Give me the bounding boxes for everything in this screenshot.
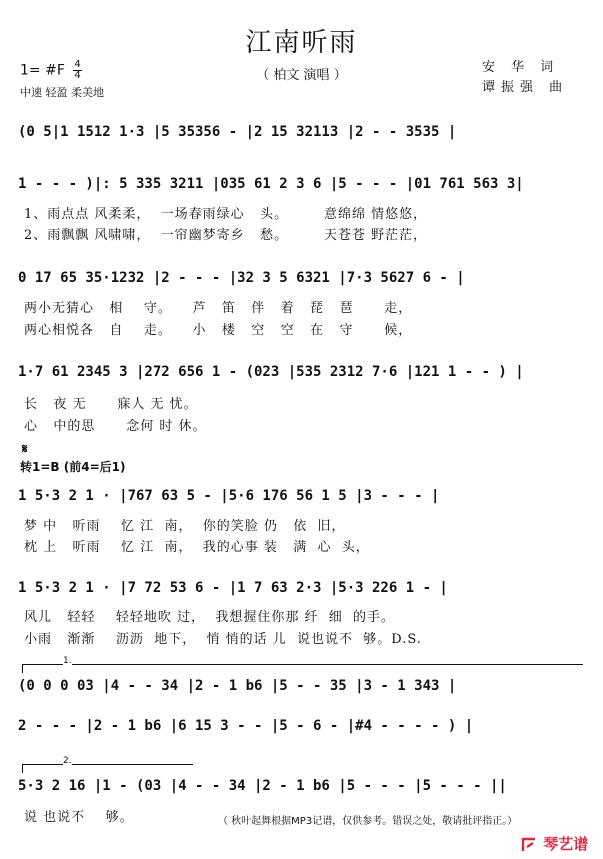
- score-line-6: 1 5·3 2 1 · |7 72 53 6 - |1 7 63 2·3 |5·3 226 1 - |: [18, 580, 448, 596]
- lyric-line-9: 说 也说不 够。: [24, 810, 134, 825]
- time-bottom: 4: [74, 70, 81, 81]
- volta-1-label: 1.: [63, 656, 72, 666]
- lyric-line-4a: 长 夜 无 寐人 无 忧。: [24, 397, 198, 412]
- time-signature: [73, 60, 81, 81]
- lyric-line-3b: 两心相悦各 自 走。 小 楼 空 空 在 守 候，: [24, 323, 413, 338]
- modulation-marking: 转1=B (前4=后1): [20, 460, 126, 474]
- time-top: 4: [74, 59, 81, 70]
- singer-credit: （ 柏文 演唱 ）: [256, 68, 347, 83]
- score-line-3: 0 17 65 35·1232 |2 - - - |32 3 5 6321 |7·3 5627 6 - |: [18, 270, 465, 286]
- lyric-line-6a: 风儿 轻轻 轻轻地吹 过， 我想握住你那 纤 细 的手。: [24, 610, 395, 625]
- tempo-marking: 中速 轻盈 柔美地: [20, 86, 104, 99]
- score-line-4: 1·7 61 2345 3 |272 656 1 - (023 |535 2312 7·6 |121 1 - - ) |: [18, 364, 524, 380]
- logo-text: 琴艺谱: [543, 835, 589, 853]
- transcription-note: （ 秋叶起舞根据MP3记谱，仅供参考。错误之处，敬请批评指正。）: [218, 816, 518, 827]
- volta-bracket-1: [22, 656, 583, 673]
- lyric-line-2b: 2、雨飘飘 风啸啸， 一帘幽梦寄乡 愁。 天苍苍 野茫茫，: [24, 228, 428, 243]
- lyricist: 安 华 词: [482, 60, 560, 75]
- segno-sign: 𝄋: [22, 442, 28, 457]
- composer: 谭振强 曲: [482, 80, 569, 95]
- volta-bracket-2: [22, 756, 193, 773]
- lyric-line-3a: 两小无猜心 相 守。 芦 笛 伴 着 琵 琶 走，: [24, 301, 413, 316]
- lyric-line-6b: 小雨 渐渐 沥沥 地下， 悄 悄的话 儿 说也说不 够。D.S.: [24, 632, 422, 647]
- logo-icon: [520, 836, 538, 854]
- site-logo: [520, 833, 588, 854]
- score-line-7: (0 0 0 03 |4 - - 34 |2 - 1 b6 |5 - - 35 |3 - 1 343 |: [18, 678, 457, 694]
- score-line-2: 1 - - - )|: 5 335 3211 |035 61 2 3 6 |5 - - - |01 761 563 3|: [18, 176, 524, 192]
- song-title: 江南听雨: [245, 28, 358, 58]
- volta-2-label: 2.: [63, 756, 72, 766]
- key-label: 1= #F: [20, 62, 65, 79]
- score-line-8: 2 - - - |2 - 1 b6 |6 15 3 - - |5 - 6 - |#4 - - - - ) |: [18, 718, 474, 734]
- lyric-line-5a: 梦 中 听雨 忆 江 南， 你的笑脸 仍 依 旧，: [24, 519, 346, 534]
- lyric-line-4b: 心 中的思 念何 时 休。: [24, 419, 207, 434]
- score-line-1: (0 5|1 1512 1·3 |5 35356 - |2 15 32113 |2 - - 3535 |: [18, 124, 457, 140]
- score-line-5: 1 5·3 2 1 · |767 63 5 - |5·6 176 56 1 5 |3 - - - |: [18, 488, 440, 504]
- lyric-line-2a: 1、雨点点 风柔柔， 一场春雨绿心 头。 意绵绵 情悠悠，: [24, 207, 428, 222]
- lyric-line-5b: 枕 上 听雨 忆 江 南， 我的心事 装 满 心 头，: [24, 540, 370, 555]
- key-signature: [20, 60, 82, 81]
- score-line-9: 5·3 2 16 |1 - (03 |4 - - 34 |2 - 1 b6 |5 - - - |5 - - - ||: [18, 778, 507, 794]
